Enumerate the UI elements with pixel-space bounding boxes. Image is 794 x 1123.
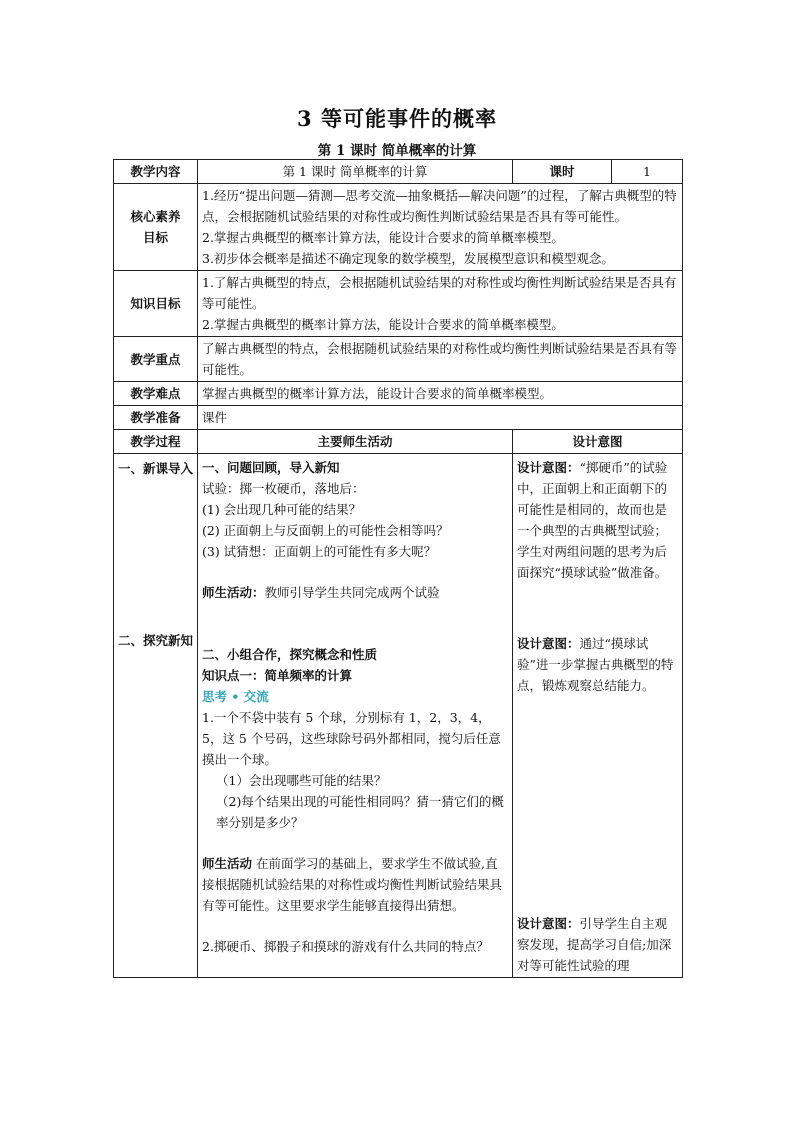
core-goals-label-line1: 核心素养	[130, 209, 181, 224]
think-exchange: 思考 • 交流	[202, 689, 269, 704]
knowledge-goal-item: 2.掌握古典概型的概率计算方法，能设计合要求的简单概率模型。	[202, 317, 564, 332]
section2-intent-1	[517, 633, 678, 696]
question-2: 2.掷硬币、掷骰子和摸球的游戏有什么共同的特点？	[202, 939, 489, 954]
key-points-text: 了解古典概型的特点，会根据随机试验结果的对称性或均衡性判断试验结果是否具有等可能性。	[198, 337, 683, 382]
activity-label: 师生活动	[202, 856, 253, 871]
section1-heading: 一、问题回顾，导入新知	[202, 460, 340, 475]
row-preparation	[114, 406, 683, 430]
hours-label: 课时	[513, 160, 612, 184]
row-process-body	[114, 454, 683, 978]
lesson-subtitle: 第 1 课时 简单概率的计算	[317, 143, 477, 159]
lesson-plan-table	[113, 159, 683, 978]
row-knowledge-goals	[114, 271, 683, 337]
question-1a: （1）会出现哪些可能的结果？	[216, 773, 387, 788]
process-label: 教学过程	[114, 430, 198, 454]
core-goal-item: 1.经历“提出问题—猜测—思考交流—抽象概括—解决问题”的过程，了解古典概型的特点，会根据随机试验结果的对称性或均衡性判断试验结果是否具有等可能性。	[202, 188, 677, 224]
section2-intent-2	[517, 913, 678, 976]
section1-line: (1) 会出现几种可能的结果？	[202, 502, 362, 517]
intent-cell	[513, 454, 683, 978]
activity-text: 教师引导学生共同完成两个试验	[264, 585, 440, 600]
activities-cell	[198, 454, 513, 978]
intent-text: 引导学生自主观察发现，提高学习自信;加深对等可能性试验的理	[517, 916, 672, 973]
question-1b: （2)每个结果出现的可能性相同吗？猜一猜它们的概率分别是多少？	[216, 794, 504, 830]
stage-1-label: 一、新课导入	[117, 461, 193, 476]
process-stage-labels	[114, 454, 198, 978]
question-1: 1.一个不袋中装有 5 个球，分别标有 1，2，3，4，5，这 5 个号码，这些球除号码外都相同，搅匀后任意摸出一个球。	[202, 710, 501, 767]
activities-header: 主要师生活动	[198, 430, 513, 454]
activity-label: 师生活动：	[202, 585, 265, 600]
row-content	[114, 160, 683, 184]
section2-activity	[202, 853, 508, 916]
core-goals-text	[198, 184, 683, 271]
difficulties-label: 教学难点	[114, 382, 198, 406]
knowledge-point: 知识点一：简单频率的计算	[202, 668, 353, 683]
preparation-label: 教学准备	[114, 406, 198, 430]
intent-header: 设计意图	[513, 430, 683, 454]
section1-line: (2) 正面朝上与反面朝上的可能性会相等吗？	[202, 523, 449, 538]
stage-2-label: 二、探究新知	[117, 633, 193, 648]
row-difficulties	[114, 382, 683, 406]
row-core-goals	[114, 184, 683, 271]
section1-line: (3) 试猜想：正面朝上的可能性有多大呢？	[202, 544, 437, 559]
hours-value: 1	[612, 160, 683, 184]
section1-activity	[202, 582, 508, 603]
intent-label: 设计意图：	[517, 916, 580, 931]
core-goals-label	[114, 184, 198, 271]
content-label: 教学内容	[114, 160, 198, 184]
intent-text: “掷硬币”的试验中，正面朝上和正面朝下的可能性是相同的，故而也是一个典型的古典概型试验；学生对两组问题的思考为后面探究“摸球试验”做准备。	[517, 460, 668, 580]
page-title: 3 等可能事件的概率	[297, 106, 497, 131]
section1-line: 试验：掷一枚硬币，落地后：	[202, 481, 365, 496]
intent-label: 设计意图：	[517, 636, 580, 651]
intent-text: 通过“摸球试验”进一步掌握古典概型的特点，锻炼观察总结能力。	[517, 636, 674, 693]
preparation-text: 课件	[198, 406, 683, 430]
knowledge-goal-item: 1.了解古典概型的特点，会根据随机试验结果的对称性或均衡性判断试验结果是否具有等可能性。	[202, 275, 677, 311]
section1-intent	[517, 457, 678, 583]
core-goal-item: 3.初步体会概率是描述不确定现象的数学模型，发展模型意识和模型观念。	[202, 251, 614, 266]
row-key-points	[114, 337, 683, 382]
row-process-header	[114, 430, 683, 454]
section2-heading: 二、小组合作，探究概念和性质	[202, 647, 378, 662]
knowledge-goals-text	[198, 271, 683, 337]
knowledge-goals-label: 知识目标	[114, 271, 198, 337]
content-value: 第 1 课时 简单概率的计算	[198, 160, 513, 184]
difficulties-text: 掌握古典概型的概率计算方法，能设计合要求的简单概率模型。	[198, 382, 683, 406]
core-goals-label-line2: 目标	[142, 230, 168, 245]
activity-text: 在前面学习的基础上，要求学生不做试验,直接根据随机试验结果的对称性或均衡性判断试验结果具有等可能性。这里要求学生能够直接得出猜想。	[202, 856, 503, 913]
key-points-label: 教学重点	[114, 337, 198, 382]
core-goal-item: 2.掌握古典概型的概率计算方法，能设计合要求的简单概率模型。	[202, 230, 564, 245]
intent-label: 设计意图：	[517, 460, 580, 475]
